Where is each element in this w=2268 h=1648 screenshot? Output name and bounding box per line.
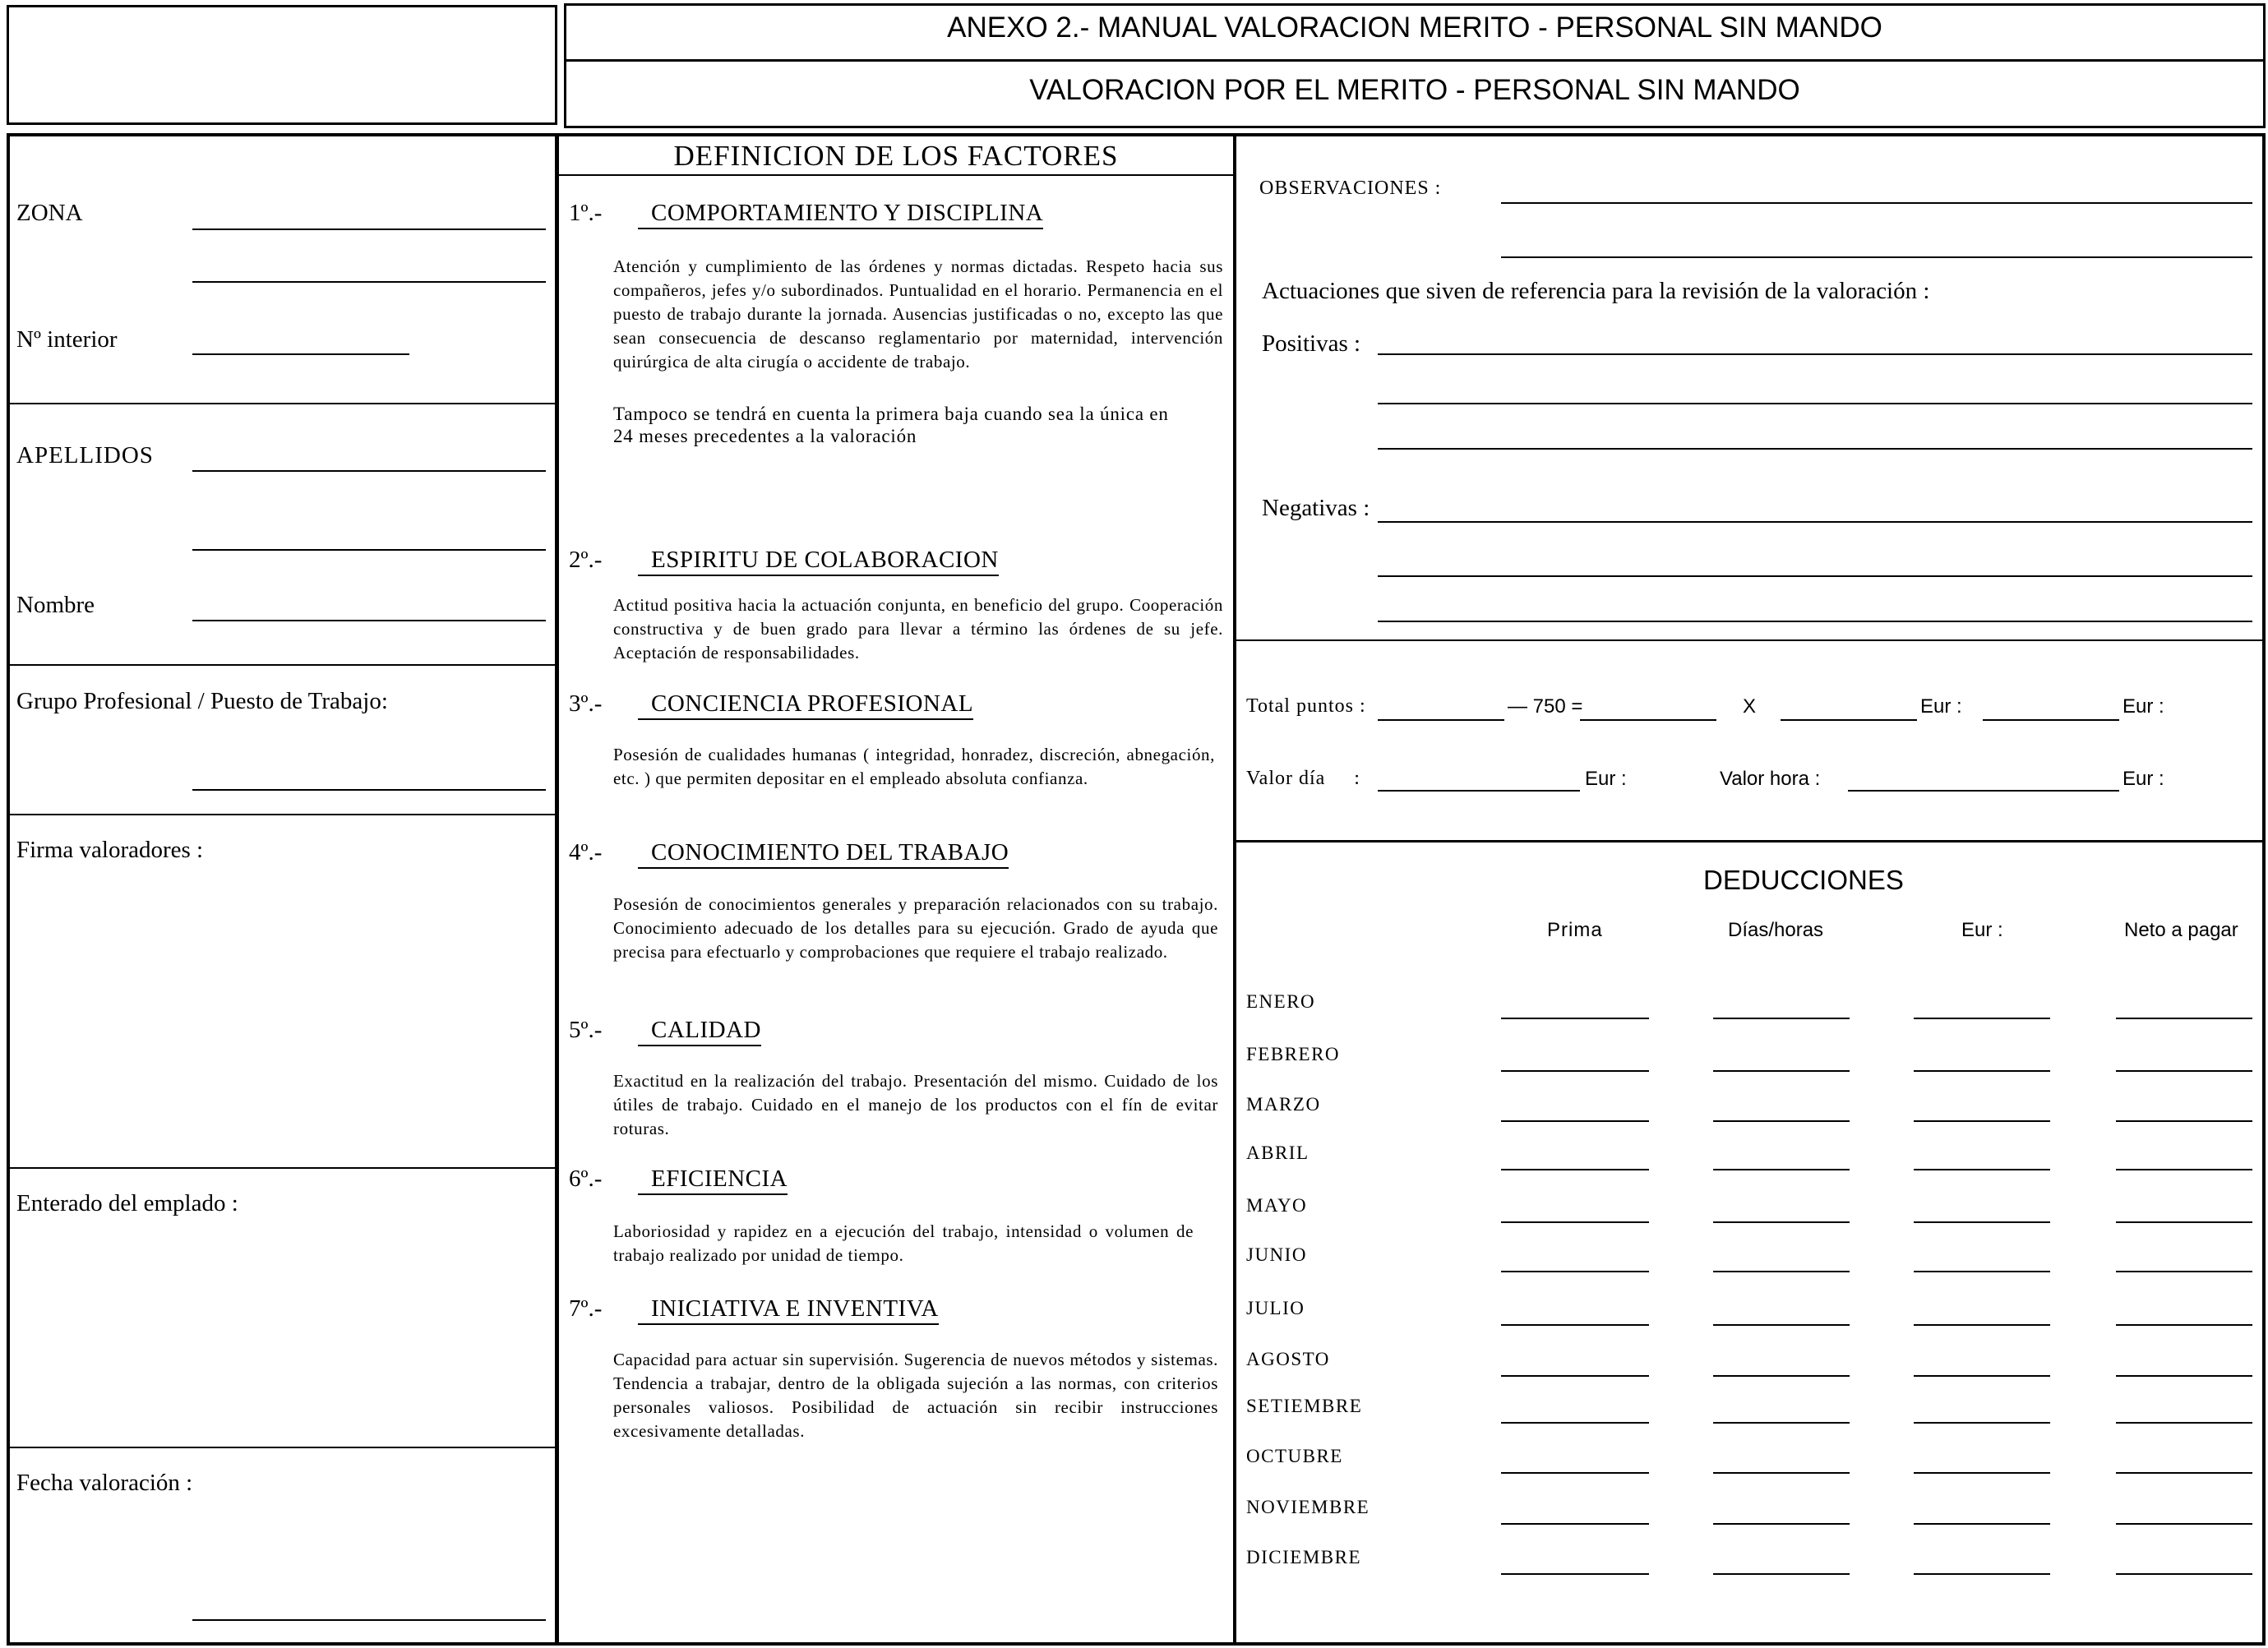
factor-3-title — [638, 690, 973, 718]
left-sep — [7, 1447, 555, 1448]
factor-4-title — [638, 839, 1009, 866]
month-dias-horas-field[interactable] — [1713, 1324, 1850, 1326]
top-left-box — [7, 5, 557, 125]
right-sep — [1236, 840, 2266, 842]
month-dias-horas-field[interactable] — [1713, 1523, 1850, 1525]
month-prima-field[interactable] — [1501, 1573, 1649, 1575]
factor-1-number: 1º.- — [569, 200, 603, 226]
factor-7-title-text: INICIATIVA E INVENTIVA — [638, 1295, 939, 1325]
total-puntos-field[interactable] — [1378, 719, 1504, 721]
factor-7-text: Capacidad para actuar sin supervisión. Sugerencia de nuevos métodos y sistemas. Tendencia a trabajar, dentro de la obligada sujeción a las normas, con criterios personales valiosos. Posibilidad de actuación sin recibir instrucciones excesivamente detalladas. — [613, 1350, 1218, 1441]
apellidos-label: APELLIDOS — [16, 442, 154, 469]
month-neto-field[interactable] — [2116, 1018, 2252, 1019]
factors-heading: DEFINICION DE LOS FACTORES — [673, 140, 1119, 172]
month-label: JUNIO — [1246, 1244, 1307, 1265]
factor-5-title — [638, 1017, 761, 1044]
month-neto-field[interactable] — [2116, 1120, 2252, 1122]
factor-2-title-text: ESPIRITU DE COLABORACION — [638, 547, 999, 576]
month-eur-field[interactable] — [1914, 1169, 2050, 1170]
fecha-field[interactable] — [192, 1619, 546, 1621]
month-neto-field[interactable] — [2116, 1472, 2252, 1474]
left-sep — [7, 403, 555, 404]
positivas-label: Positivas : — [1262, 330, 1361, 357]
zona-field-2[interactable] — [192, 281, 546, 283]
fecha-label: Fecha valoración : — [16, 1470, 193, 1496]
eur-label-4: Eur : — [2122, 768, 2164, 790]
factor-6-number: 6º.- — [569, 1166, 603, 1192]
month-eur-field[interactable] — [1914, 1375, 2050, 1377]
zona-field-1[interactable] — [192, 229, 546, 230]
month-label: OCTUBRE — [1246, 1446, 1343, 1466]
eur-label-2: Eur : — [2122, 695, 2164, 718]
factor-6-title — [638, 1166, 788, 1193]
negativas-field-2[interactable] — [1378, 575, 2252, 577]
month-label: DICIEMBRE — [1246, 1547, 1361, 1567]
eur-field-1[interactable] — [1983, 719, 2119, 721]
factor-6-text: Laboriosidad y rapidez en a ejecución del trabajo, intensidad o volumen de trabajo realizado por unidad de tiempo. — [613, 1221, 1194, 1265]
col-header-prima: Prima — [1547, 919, 1603, 941]
month-eur-field[interactable] — [1914, 1120, 2050, 1122]
n-interior-field[interactable] — [192, 353, 409, 355]
positivas-field-2[interactable] — [1378, 403, 2252, 404]
month-neto-field[interactable] — [2116, 1169, 2252, 1170]
factor-1-title — [638, 200, 1043, 227]
factor-1-note-line2: 24 meses precedentes a la valoración — [613, 426, 917, 446]
col-header-neto: Neto a pagar — [2124, 919, 2238, 941]
observaciones-label: OBSERVACIONES : — [1259, 178, 1442, 199]
col-divider-1 — [555, 133, 559, 1646]
month-dias-horas-field[interactable] — [1713, 1375, 1850, 1377]
factor-3-text: Posesión de cualidades humanas ( integridad, honradez, discreción, abnegación, etc. ) que permiten depositar en el empleado absoluta confianza. — [613, 745, 1215, 788]
enterado-label: Enterado del emplado : — [16, 1190, 238, 1216]
factor-3-title-text: CONCIENCIA PROFESIONAL — [638, 690, 973, 720]
month-eur-field[interactable] — [1914, 1324, 2050, 1326]
factor-3-number: 3º.- — [569, 690, 603, 717]
negativas-label: Negativas : — [1262, 495, 1370, 521]
factor-1-title-text: COMPORTAMIENTO Y DISCIPLINA — [638, 200, 1043, 229]
page-title: ANEXO 2.- MANUAL VALORACION MERITO - PERSONAL SIN MANDO — [947, 12, 1882, 44]
month-neto-field[interactable] — [2116, 1573, 2252, 1575]
factor-2-number: 2º.- — [569, 547, 603, 573]
month-eur-field[interactable] — [1914, 1573, 2050, 1575]
negativas-field-3[interactable] — [1378, 621, 2252, 622]
negativas-field-1[interactable] — [1378, 521, 2252, 523]
apellidos-field-2[interactable] — [192, 549, 546, 551]
col-divider-2 — [1233, 133, 1236, 1646]
month-prima-field[interactable] — [1501, 1120, 1649, 1122]
left-sep — [7, 814, 555, 815]
month-eur-field[interactable] — [1914, 1271, 2050, 1272]
minus-750-label: — 750 = — [1508, 695, 1583, 718]
month-dias-horas-field[interactable] — [1713, 1169, 1850, 1170]
factor-5-number: 5º.- — [569, 1017, 603, 1043]
factor-7-number: 7º.- — [569, 1295, 603, 1322]
positivas-field-3[interactable] — [1378, 448, 2252, 450]
month-label: ENERO — [1246, 991, 1316, 1012]
month-prima-field[interactable] — [1501, 1271, 1649, 1272]
month-prima-field[interactable] — [1501, 1523, 1649, 1525]
valor-dia-label: Valor día : — [1246, 768, 1360, 789]
eur-label-3: Eur : — [1585, 768, 1627, 790]
month-prima-field[interactable] — [1501, 1324, 1649, 1326]
factor-4-title-text: CONOCIMIENTO DEL TRABAJO — [638, 839, 1009, 869]
month-eur-field[interactable] — [1914, 1472, 2050, 1474]
month-neto-field[interactable] — [2116, 1375, 2252, 1377]
month-dias-horas-field[interactable] — [1713, 1018, 1850, 1019]
col-header-dias-horas: Días/horas — [1728, 919, 1824, 941]
factor-1-text: Atención y cumplimiento de las órdenes y normas dictadas. Respeto hacia sus compañeros, jefes y/o subordinados. Puntualidad en el horario. Permanencia en el puesto de trabajo durante la jornada. Ausencias justificadas o no, excepto las que sean consecuencia de descanso reglamentario por maternidad, intervención quirúrgica de alta cirugía o accidente de trabajo. — [613, 256, 1223, 372]
month-prima-field[interactable] — [1501, 1018, 1649, 1019]
factors-heading-rule — [559, 174, 1233, 176]
month-label: FEBRERO — [1246, 1044, 1341, 1064]
month-eur-field[interactable] — [1914, 1523, 2050, 1525]
col-header-eur: Eur : — [1961, 919, 2003, 941]
factor-5-title-text: CALIDAD — [638, 1017, 761, 1046]
multiply-label: X — [1743, 695, 1757, 718]
factor-4-number: 4º.- — [569, 839, 603, 866]
month-prima-field[interactable] — [1501, 1472, 1649, 1474]
firma-label: Firma valoradores : — [16, 837, 204, 863]
month-neto-field[interactable] — [2116, 1221, 2252, 1223]
observaciones-field-1[interactable] — [1501, 202, 2252, 204]
month-prima-field[interactable] — [1501, 1375, 1649, 1377]
page-subtitle: VALORACION POR EL MERITO - PERSONAL SIN MANDO — [1029, 74, 1800, 106]
minus-750-field[interactable] — [1580, 719, 1716, 721]
factor-4-text: Posesión de conocimientos generales y preparación relacionados con su trabajo. Conocimiento adecuado de los detalles para su ejecución. Grado de ayuda que precisa para efectuarlo y comprobaciones que requiere el trabajo realizado. — [613, 894, 1218, 962]
valor-hora-label: Valor hora : — [1720, 768, 1821, 790]
month-label: MAYO — [1246, 1195, 1308, 1216]
month-dias-horas-field[interactable] — [1713, 1472, 1850, 1474]
valor-dia-field[interactable] — [1378, 790, 1580, 792]
month-eur-field[interactable] — [1914, 1422, 2050, 1424]
month-label: SETIEMBRE — [1246, 1396, 1363, 1416]
month-prima-field[interactable] — [1501, 1070, 1649, 1072]
apellidos-field-1[interactable] — [192, 470, 546, 472]
month-neto-field[interactable] — [2116, 1523, 2252, 1525]
n-interior-label: Nº interior — [16, 326, 118, 353]
valor-hora-field[interactable] — [1848, 790, 2119, 792]
factor-1-note-line1: Tampoco se tendrá en cuenta la primera baja cuando sea la única en — [613, 404, 1169, 424]
nombre-field[interactable] — [192, 620, 546, 621]
left-sep — [7, 664, 555, 666]
month-neto-field[interactable] — [2116, 1271, 2252, 1272]
month-dias-horas-field[interactable] — [1713, 1573, 1850, 1575]
month-eur-field[interactable] — [1914, 1221, 2050, 1223]
month-neto-field[interactable] — [2116, 1070, 2252, 1072]
month-dias-horas-field[interactable] — [1713, 1271, 1850, 1272]
eur-label-1: Eur : — [1920, 695, 1962, 718]
total-puntos-label: Total puntos : — [1246, 695, 1366, 717]
month-eur-field[interactable] — [1914, 1018, 2050, 1019]
month-dias-horas-field[interactable] — [1713, 1120, 1850, 1122]
month-prima-field[interactable] — [1501, 1422, 1649, 1424]
factor-2-title — [638, 547, 999, 574]
nombre-label: Nombre — [16, 592, 95, 618]
month-neto-field[interactable] — [2116, 1422, 2252, 1424]
month-prima-field[interactable] — [1501, 1221, 1649, 1223]
grupo-field[interactable] — [192, 789, 546, 791]
left-sep — [7, 1167, 555, 1169]
factor-7-title — [638, 1295, 939, 1323]
factor-5-text: Exactitud en la realización del trabajo. Presentación del mismo. Cuidado de los útiles de trabajo. Cuidado en el manejo de los productos con el fín de evitar roturas. — [613, 1071, 1218, 1138]
actuaciones-label: Actuaciones que siven de referencia para la revisión de la valoración : — [1262, 278, 1930, 304]
factor-2-text: Actitud positiva hacia la actuación conjunta, en beneficio del grupo. Cooperación constructiva y de buen grado para llevar a término las órdenes de su jefe. Aceptación de responsabilidades. — [613, 595, 1223, 662]
positivas-field-1[interactable] — [1378, 353, 2252, 355]
month-eur-field[interactable] — [1914, 1070, 2050, 1072]
month-label: ABRIL — [1246, 1143, 1310, 1163]
month-dias-horas-field[interactable] — [1713, 1070, 1850, 1072]
observaciones-field-2[interactable] — [1501, 256, 2252, 258]
month-prima-field[interactable] — [1501, 1169, 1649, 1170]
grupo-label: Grupo Profesional / Puesto de Trabajo: — [16, 688, 388, 714]
deducciones-title: DEDUCCIONES — [1703, 865, 1904, 895]
right-sep — [1236, 639, 2266, 641]
month-label: NOVIEMBRE — [1246, 1497, 1370, 1517]
month-dias-horas-field[interactable] — [1713, 1221, 1850, 1223]
header-divider — [564, 59, 2266, 62]
zona-label: ZONA — [16, 200, 83, 226]
month-neto-field[interactable] — [2116, 1324, 2252, 1326]
month-label: MARZO — [1246, 1094, 1321, 1115]
factor-6-title-text: EFICIENCIA — [638, 1166, 788, 1195]
month-dias-horas-field[interactable] — [1713, 1422, 1850, 1424]
multiply-field[interactable] — [1781, 719, 1917, 721]
month-label: JULIO — [1246, 1298, 1305, 1318]
month-label: AGOSTO — [1246, 1349, 1330, 1369]
